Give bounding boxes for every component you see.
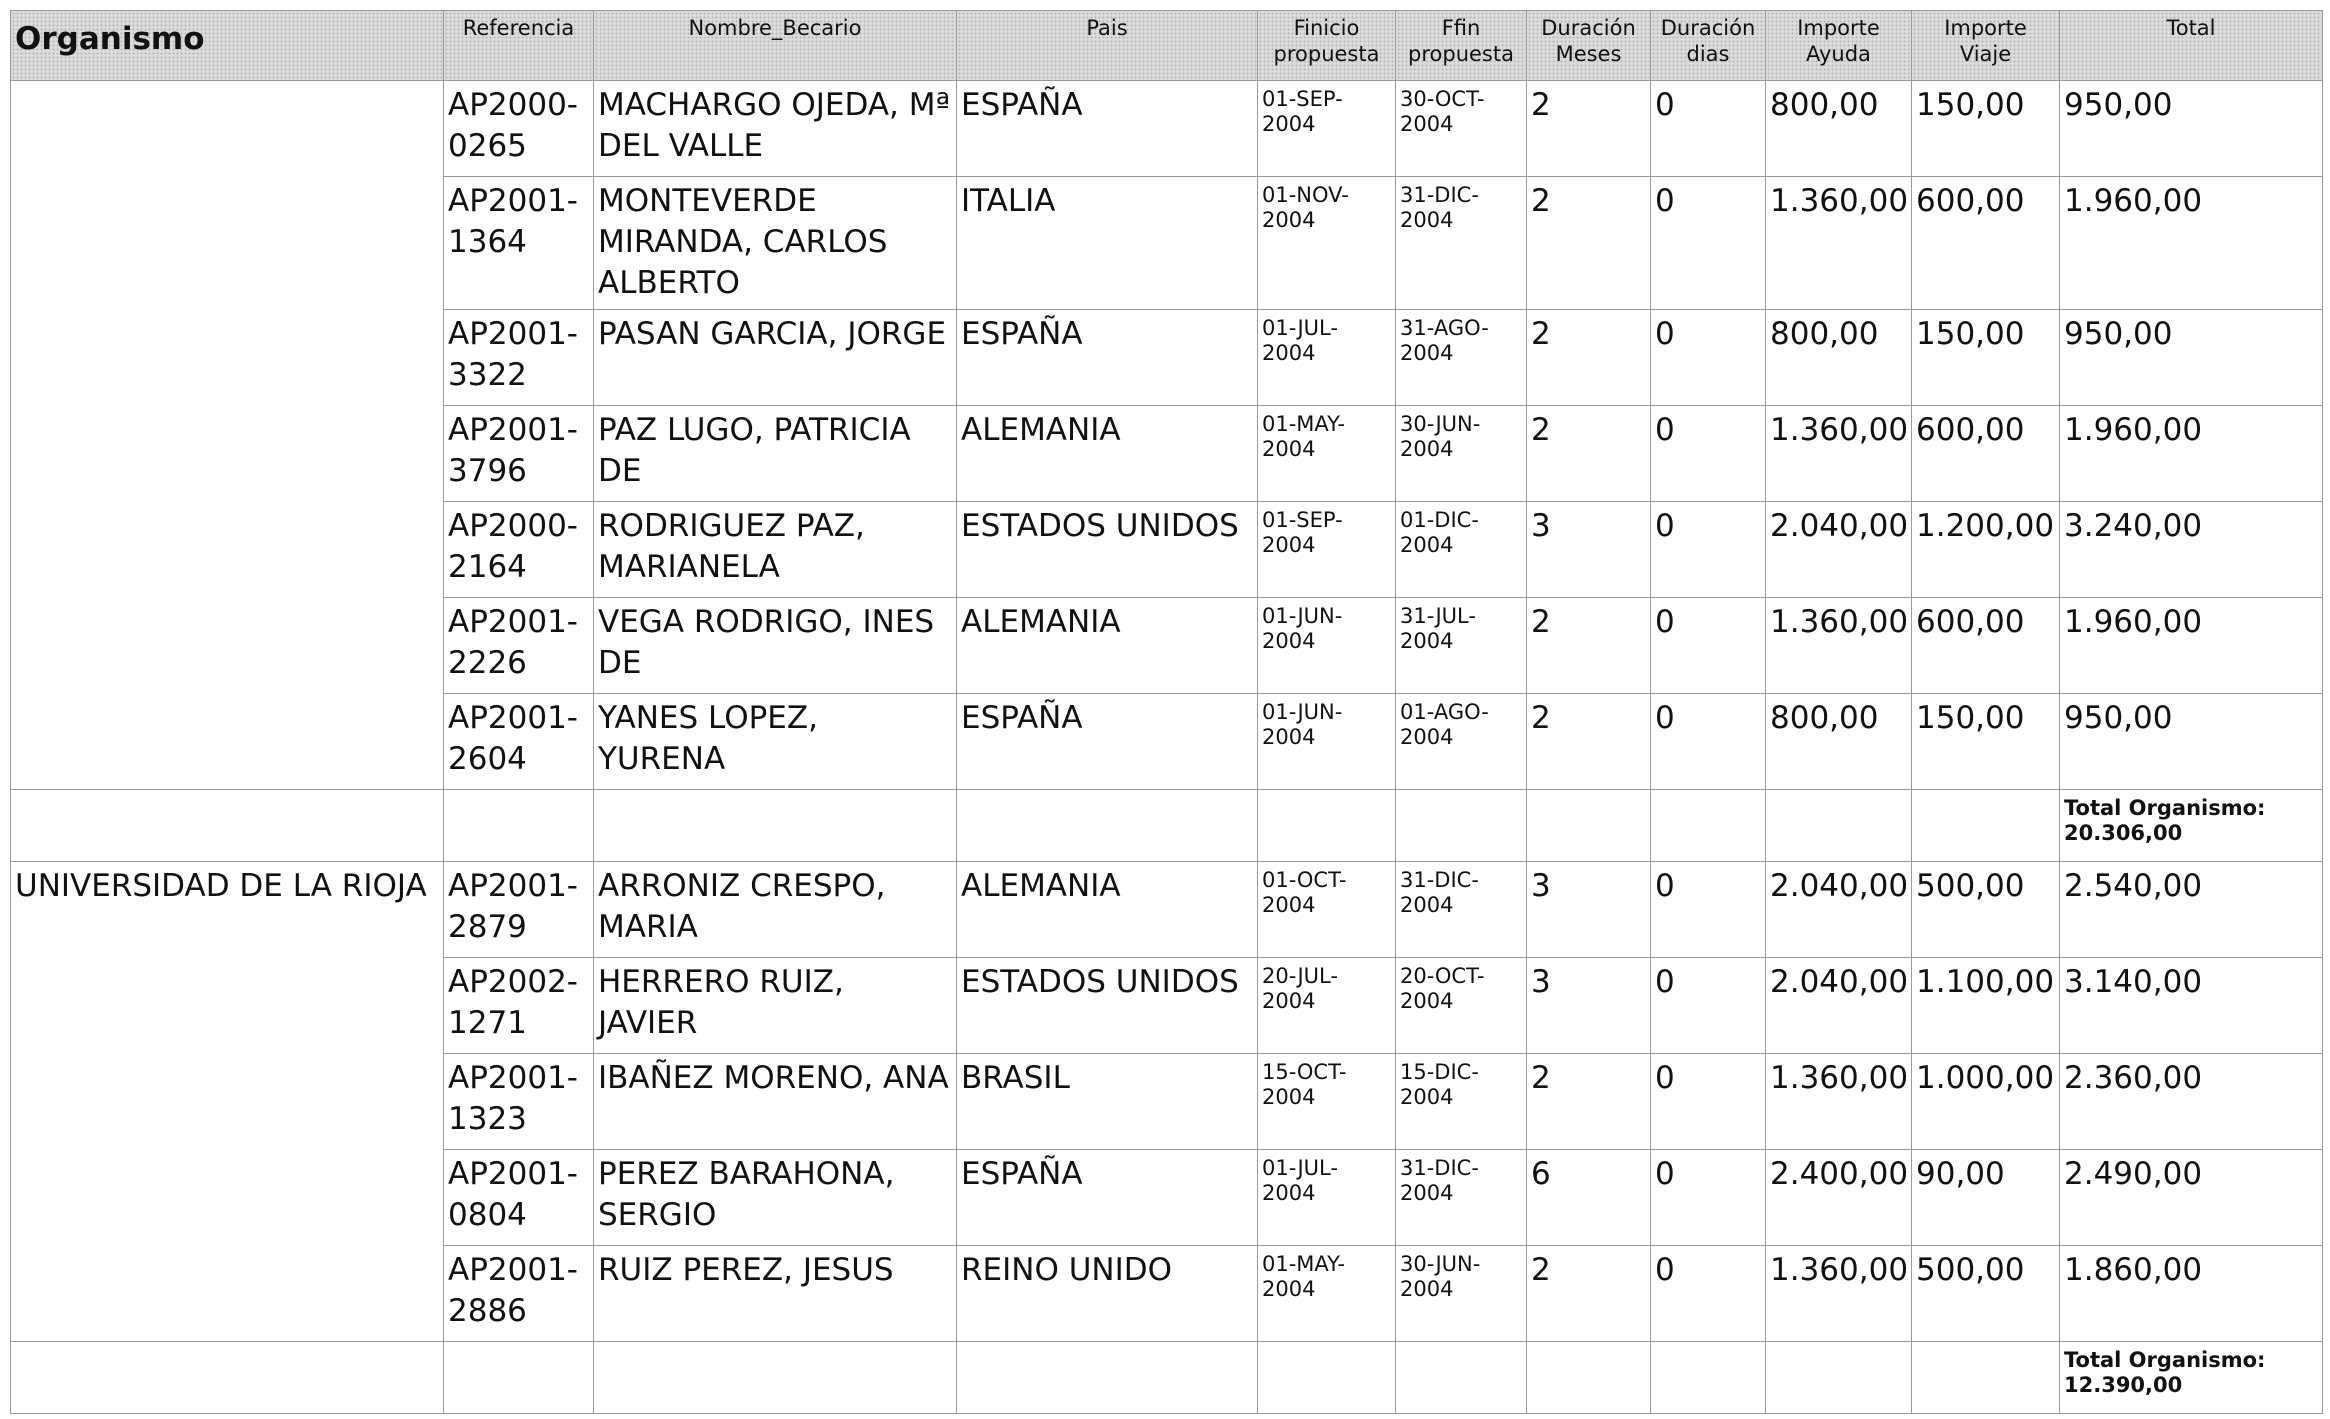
importe-viaje-cell: 600,00 — [1912, 598, 2060, 694]
importe-viaje-cell: 500,00 — [1912, 862, 2060, 958]
header-duracion-dias: Duración dias — [1651, 11, 1766, 81]
referencia-cell: AP2001-3322 — [444, 310, 594, 406]
referencia-cell: AP2001-2879 — [444, 862, 594, 958]
table-row — [11, 81, 2323, 177]
organismo-cell — [11, 406, 444, 502]
organismo-cell — [11, 177, 444, 310]
pais-cell: ALEMANIA — [957, 406, 1258, 502]
importe-viaje-cell: 150,00 — [1912, 694, 2060, 790]
table-row — [11, 502, 2323, 598]
importe-ayuda-cell: 2.400,00 — [1766, 1150, 1912, 1246]
importe-viaje-cell: 1.200,00 — [1912, 502, 2060, 598]
total-cell: 2.360,00 — [2060, 1054, 2323, 1150]
duracion-meses-cell: 2 — [1527, 1246, 1651, 1342]
duracion-meses-cell: 3 — [1527, 958, 1651, 1054]
fecha-inicio-cell: 20-JUL-2004 — [1258, 958, 1396, 1054]
duracion-meses-cell: 2 — [1527, 694, 1651, 790]
header-total: Total — [2060, 11, 2323, 81]
organismo-cell — [11, 598, 444, 694]
duracion-dias-cell: 0 — [1651, 81, 1766, 177]
fecha-inicio-cell: 01-OCT-2004 — [1258, 862, 1396, 958]
pais-cell: BRASIL — [957, 1054, 1258, 1150]
fecha-inicio-cell: 01-SEP-2004 — [1258, 81, 1396, 177]
importe-viaje-cell: 1.000,00 — [1912, 1054, 2060, 1150]
table-row — [11, 1150, 2323, 1246]
pais-cell: ESPAÑA — [957, 1150, 1258, 1246]
nombre-cell: PASAN GARCIA, JORGE — [594, 310, 957, 406]
fecha-fin-cell: 01-AGO-2004 — [1396, 694, 1527, 790]
duracion-meses-cell: 2 — [1527, 598, 1651, 694]
total-cell: 3.240,00 — [2060, 502, 2323, 598]
importe-ayuda-cell: 1.360,00 — [1766, 177, 1912, 310]
nombre-cell: RUIZ PEREZ, JESUS — [594, 1246, 957, 1342]
organismo-cell — [11, 1246, 444, 1342]
importe-viaje-cell: 150,00 — [1912, 81, 2060, 177]
nombre-cell: VEGA RODRIGO, INES DE — [594, 598, 957, 694]
referencia-cell: AP2002-1271 — [444, 958, 594, 1054]
organismo-total-value: 12.390,00 — [2064, 1373, 2183, 1397]
organismo-total-row — [11, 1342, 2323, 1414]
header-organismo: Organismo — [11, 11, 444, 81]
importe-viaje-cell: 600,00 — [1912, 406, 2060, 502]
referencia-cell: AP2001-2226 — [444, 598, 594, 694]
organismo-cell — [11, 310, 444, 406]
table-row — [11, 310, 2323, 406]
fecha-fin-cell: 20-OCT-2004 — [1396, 958, 1527, 1054]
duracion-dias-cell: 0 — [1651, 598, 1766, 694]
fecha-fin-cell: 31-JUL-2004 — [1396, 598, 1527, 694]
duracion-meses-cell: 2 — [1527, 406, 1651, 502]
duracion-dias-cell: 0 — [1651, 177, 1766, 310]
nombre-cell: MONTEVERDE MIRANDA, CARLOS ALBERTO — [594, 177, 957, 310]
nombre-cell: IBAÑEZ MORENO, ANA — [594, 1054, 957, 1150]
importe-ayuda-cell: 2.040,00 — [1766, 958, 1912, 1054]
importe-viaje-cell: 500,00 — [1912, 1246, 2060, 1342]
organismo-cell — [11, 502, 444, 598]
organismo-total-value: 20.306,00 — [2064, 821, 2183, 845]
nombre-cell: HERRERO RUIZ, JAVIER — [594, 958, 957, 1054]
table-row — [11, 406, 2323, 502]
pais-cell: ESPAÑA — [957, 310, 1258, 406]
header-referencia: Referencia — [444, 11, 594, 81]
importe-ayuda-cell: 1.360,00 — [1766, 1054, 1912, 1150]
importe-ayuda-cell: 1.360,00 — [1766, 406, 1912, 502]
organismo-cell — [11, 694, 444, 790]
fecha-fin-cell: 30-JUN-2004 — [1396, 406, 1527, 502]
duracion-meses-cell: 2 — [1527, 1054, 1651, 1150]
organismo-cell — [11, 81, 444, 177]
fecha-inicio-cell: 01-JUL-2004 — [1258, 310, 1396, 406]
header-pais: Pais — [957, 11, 1258, 81]
fecha-fin-cell: 31-DIC-2004 — [1396, 177, 1527, 310]
duracion-dias-cell: 0 — [1651, 694, 1766, 790]
total-cell: 1.960,00 — [2060, 598, 2323, 694]
importe-ayuda-cell: 800,00 — [1766, 81, 1912, 177]
referencia-cell: AP2001-1323 — [444, 1054, 594, 1150]
duracion-dias-cell: 0 — [1651, 310, 1766, 406]
fecha-inicio-cell: 01-JUN-2004 — [1258, 598, 1396, 694]
fecha-fin-cell: 30-JUN-2004 — [1396, 1246, 1527, 1342]
header-finicio-propuesta: Finicio propuesta — [1258, 11, 1396, 81]
total-cell: 950,00 — [2060, 81, 2323, 177]
fecha-fin-cell: 30-OCT-2004 — [1396, 81, 1527, 177]
organismo-cell — [11, 1342, 444, 1414]
fecha-fin-cell: 31-DIC-2004 — [1396, 862, 1527, 958]
pais-cell: ESTADOS UNIDOS — [957, 958, 1258, 1054]
referencia-cell: AP2000-2164 — [444, 502, 594, 598]
organismo-cell — [11, 1054, 444, 1150]
table-row — [11, 598, 2323, 694]
fecha-fin-cell: 15-DIC-2004 — [1396, 1054, 1527, 1150]
nombre-cell: PEREZ BARAHONA, SERGIO — [594, 1150, 957, 1246]
nombre-cell: ARRONIZ CRESPO, MARIA — [594, 862, 957, 958]
duracion-dias-cell: 0 — [1651, 862, 1766, 958]
referencia-cell: AP2000-0265 — [444, 81, 594, 177]
table-row — [11, 1246, 2323, 1342]
header-nombre-becario: Nombre_Becario — [594, 11, 957, 81]
organismo-cell — [11, 1150, 444, 1246]
importe-ayuda-cell: 1.360,00 — [1766, 598, 1912, 694]
importe-ayuda-cell: 2.040,00 — [1766, 502, 1912, 598]
organismo-total — [2060, 1342, 2323, 1414]
duracion-meses-cell: 3 — [1527, 502, 1651, 598]
fecha-inicio-cell: 01-JUN-2004 — [1258, 694, 1396, 790]
duracion-meses-cell: 2 — [1527, 81, 1651, 177]
organismo-cell: UNIVERSIDAD DE LA RIOJA — [11, 862, 444, 958]
pais-cell: ALEMANIA — [957, 862, 1258, 958]
pais-cell: ESPAÑA — [957, 81, 1258, 177]
importe-viaje-cell: 150,00 — [1912, 310, 2060, 406]
pais-cell: ESPAÑA — [957, 694, 1258, 790]
table-row — [11, 177, 2323, 310]
total-cell: 1.960,00 — [2060, 406, 2323, 502]
total-cell: 950,00 — [2060, 694, 2323, 790]
becas-table — [10, 10, 2323, 1414]
importe-ayuda-cell: 1.360,00 — [1766, 1246, 1912, 1342]
total-cell: 2.490,00 — [2060, 1150, 2323, 1246]
referencia-cell: AP2001-1364 — [444, 177, 594, 310]
table-row — [11, 958, 2323, 1054]
fecha-inicio-cell: 15-OCT-2004 — [1258, 1054, 1396, 1150]
header-ffin-propuesta: Ffin propuesta — [1396, 11, 1527, 81]
header-importe-ayuda: Importe Ayuda — [1766, 11, 1912, 81]
organismo-cell — [11, 790, 444, 862]
referencia-cell: AP2001-0804 — [444, 1150, 594, 1246]
table-row — [11, 1054, 2323, 1150]
importe-viaje-cell: 90,00 — [1912, 1150, 2060, 1246]
duracion-dias-cell: 0 — [1651, 1054, 1766, 1150]
importe-viaje-cell: 1.100,00 — [1912, 958, 2060, 1054]
pais-cell: REINO UNIDO — [957, 1246, 1258, 1342]
referencia-cell: AP2001-2604 — [444, 694, 594, 790]
importe-ayuda-cell: 2.040,00 — [1766, 862, 1912, 958]
organismo-total-label: Total Organismo: — [2064, 796, 2266, 820]
fecha-fin-cell: 31-AGO-2004 — [1396, 310, 1527, 406]
total-cell: 2.540,00 — [2060, 862, 2323, 958]
duracion-meses-cell: 6 — [1527, 1150, 1651, 1246]
fecha-fin-cell: 31-DIC-2004 — [1396, 1150, 1527, 1246]
fecha-inicio-cell: 01-SEP-2004 — [1258, 502, 1396, 598]
organismo-total-label: Total Organismo: — [2064, 1348, 2266, 1372]
total-cell: 1.860,00 — [2060, 1246, 2323, 1342]
pais-cell: ESTADOS UNIDOS — [957, 502, 1258, 598]
pais-cell: ALEMANIA — [957, 598, 1258, 694]
fecha-fin-cell: 01-DIC-2004 — [1396, 502, 1527, 598]
duracion-dias-cell: 0 — [1651, 502, 1766, 598]
nombre-cell: RODRIGUEZ PAZ, MARIANELA — [594, 502, 957, 598]
duracion-meses-cell: 3 — [1527, 862, 1651, 958]
total-cell: 1.960,00 — [2060, 177, 2323, 310]
header-duracion-meses: Duración Meses — [1527, 11, 1651, 81]
duracion-meses-cell: 2 — [1527, 310, 1651, 406]
duracion-meses-cell: 2 — [1527, 177, 1651, 310]
duracion-dias-cell: 0 — [1651, 958, 1766, 1054]
table-row — [11, 862, 2323, 958]
nombre-cell: PAZ LUGO, PATRICIA DE — [594, 406, 957, 502]
pais-cell: ITALIA — [957, 177, 1258, 310]
fecha-inicio-cell: 01-MAY-2004 — [1258, 406, 1396, 502]
nombre-cell: MACHARGO OJEDA, Mª DEL VALLE — [594, 81, 957, 177]
referencia-cell: AP2001-2886 — [444, 1246, 594, 1342]
referencia-cell: AP2001-3796 — [444, 406, 594, 502]
duracion-dias-cell: 0 — [1651, 1246, 1766, 1342]
fecha-inicio-cell: 01-NOV-2004 — [1258, 177, 1396, 310]
organismo-total-row — [11, 790, 2323, 862]
header-importe-viaje: Importe Viaje — [1912, 11, 2060, 81]
fecha-inicio-cell: 01-JUL-2004 — [1258, 1150, 1396, 1246]
organismo-total — [2060, 790, 2323, 862]
nombre-cell: YANES LOPEZ, YURENA — [594, 694, 957, 790]
duracion-dias-cell: 0 — [1651, 1150, 1766, 1246]
total-cell: 950,00 — [2060, 310, 2323, 406]
importe-viaje-cell: 600,00 — [1912, 177, 2060, 310]
fecha-inicio-cell: 01-MAY-2004 — [1258, 1246, 1396, 1342]
importe-ayuda-cell: 800,00 — [1766, 310, 1912, 406]
organismo-cell — [11, 958, 444, 1054]
header-row — [11, 11, 2323, 81]
total-cell: 3.140,00 — [2060, 958, 2323, 1054]
duracion-dias-cell: 0 — [1651, 406, 1766, 502]
importe-ayuda-cell: 800,00 — [1766, 694, 1912, 790]
table-row — [11, 694, 2323, 790]
